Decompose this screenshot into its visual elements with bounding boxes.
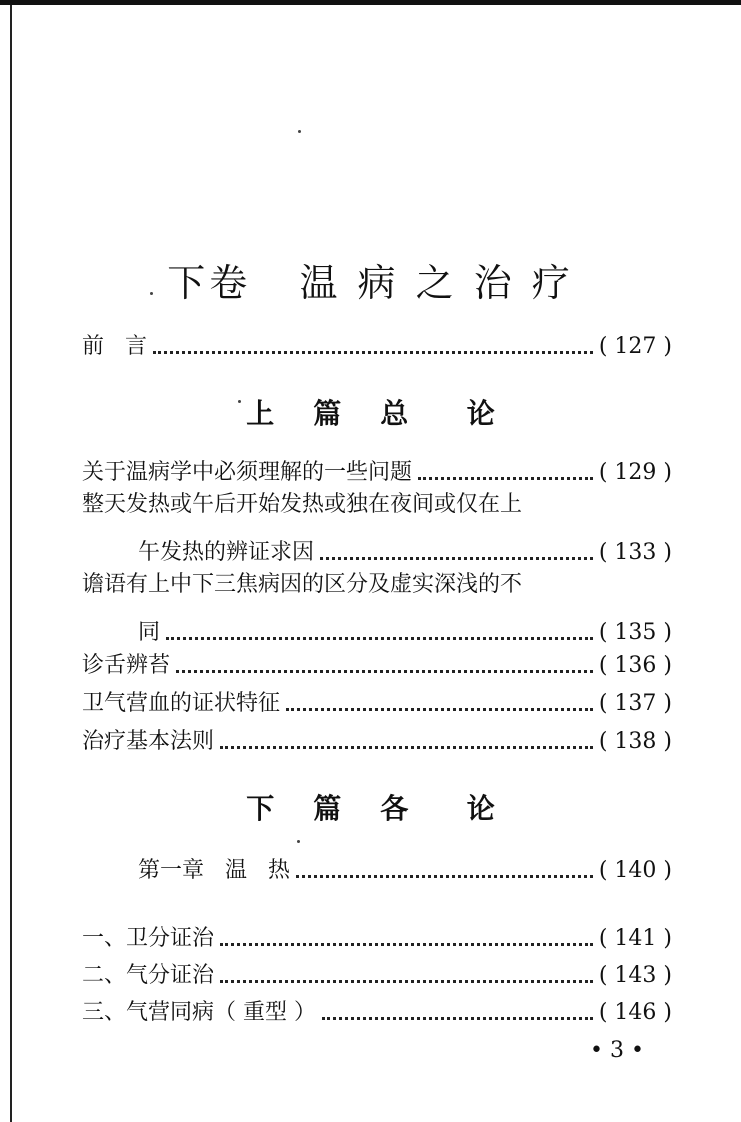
scan-speck — [297, 840, 300, 843]
toc-entry-page: ( 133 ) — [598, 540, 672, 565]
left-border-rule — [10, 5, 12, 1122]
toc-entry — [82, 955, 672, 991]
toc-entry-page: ( 138 ) — [598, 729, 672, 754]
toc-entry-title: 二、气分证治 — [82, 963, 215, 988]
scan-speck — [298, 130, 301, 133]
toc-leader-dots — [220, 943, 593, 946]
toc-entry-title: 一、卫分证治 — [82, 926, 215, 951]
toc-entry-title: 关于温病学中必须理解的一些问题 — [82, 460, 413, 485]
toc-leader-dots — [322, 1017, 593, 1020]
toc-entry — [138, 532, 672, 568]
toc-entry — [82, 683, 672, 719]
toc-entry-chapter — [138, 850, 672, 886]
toc-entry-title: 前 言 — [82, 334, 147, 359]
toc-entry-title: 午发热的辨证求因 — [138, 540, 315, 565]
toc-leader-dots — [220, 980, 593, 983]
toc-entry — [82, 992, 672, 1028]
toc-entry-page: ( 137 ) — [598, 691, 672, 716]
toc-entry — [82, 645, 672, 681]
toc-entry-page: ( 136 ) — [598, 653, 672, 678]
toc-entry — [138, 612, 672, 648]
toc-entry-preface — [82, 326, 672, 362]
toc-entry-title: 三、气营同病（ 重型 ） — [82, 1000, 316, 1025]
toc-entry-title: 第一章 温 热 — [138, 858, 290, 883]
section-title-upper: 上 篇 总 论 — [246, 397, 495, 430]
toc-leader-dots — [220, 746, 593, 749]
toc-leader-dots — [166, 637, 593, 640]
toc-entry-title: 诊舌辨苔 — [82, 653, 171, 678]
toc-entry-title: 治疗基本法则 — [82, 729, 215, 754]
toc-entry-title: 同 — [138, 620, 161, 645]
volume-title: 下卷 温 病 之 治 疗 — [167, 261, 574, 305]
toc-entry-page: ( 143 ) — [598, 963, 672, 988]
toc-entry-page: ( 146 ) — [598, 1000, 672, 1025]
toc-leader-dots — [153, 351, 593, 354]
toc-entry — [82, 918, 672, 954]
toc-entry-title: 卫气营血的证状特征 — [82, 691, 281, 716]
toc-leader-dots — [176, 670, 593, 673]
toc-entry-page: ( 127 ) — [598, 334, 672, 359]
section-title-lower: 下 篇 各 论 — [246, 792, 495, 825]
toc-entry-title-line1: 谵语有上中下三焦病因的区分及虚实深浅的不 — [82, 572, 523, 597]
toc-entry-page: ( 140 ) — [598, 858, 672, 883]
toc-entry-page: ( 135 ) — [598, 620, 672, 645]
page-number: • 3 • — [590, 1038, 644, 1063]
toc-entry — [82, 721, 672, 757]
toc-leader-dots — [418, 477, 593, 480]
top-border-rule — [0, 0, 741, 5]
toc-leader-dots — [296, 875, 593, 878]
toc-entry — [82, 452, 672, 488]
toc-leader-dots — [286, 708, 593, 711]
toc-entry-page: ( 129 ) — [598, 460, 672, 485]
toc-leader-dots — [320, 557, 593, 560]
toc-entry-title-line1: 整天发热或午后开始发热或独在夜间或仅在上 — [82, 492, 523, 517]
toc-entry-page: ( 141 ) — [598, 926, 672, 951]
